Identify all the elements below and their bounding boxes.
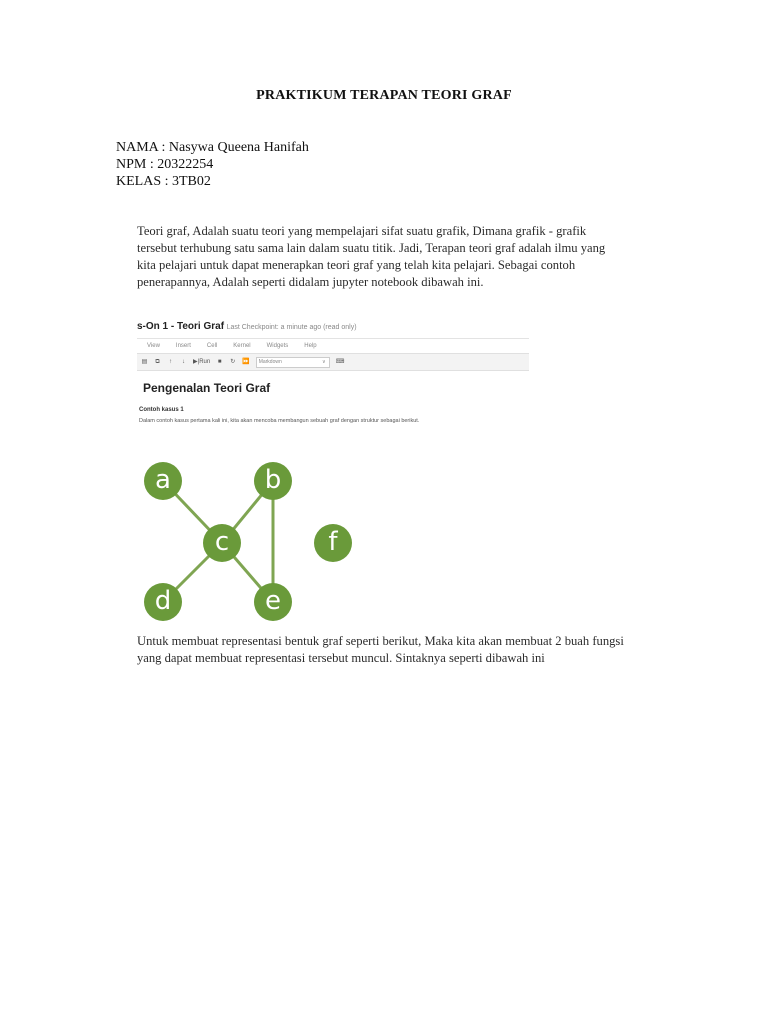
notebook-heading: Pengenalan Teori Graf <box>143 381 271 395</box>
notebook-checkpoint: Last Checkpoint: a minute ago (read only) <box>226 324 357 331</box>
move-up-icon: ↑ <box>169 359 172 365</box>
node-label-d: d <box>154 586 172 616</box>
notebook-menu <box>137 338 529 353</box>
node-label-b: b <box>264 465 282 495</box>
menu-insert: Insert <box>175 343 191 349</box>
node-label-a: a <box>155 465 171 495</box>
restart-icon: ↻ <box>230 359 236 365</box>
student-name: NAMA : Nasywa Queena Hanifah <box>116 140 309 155</box>
node-label-c: c <box>214 527 230 557</box>
move-down-icon: ↓ <box>182 359 185 365</box>
closing-paragraph: Untuk membuat representasi bentuk graf seperti berikut, Maka kita akan membuat 2 buah fungsi yang dapat membuat representasi tersebut muncul. Sintaknya seperti dibawah ini <box>137 634 624 665</box>
notebook-name: s-On 1 - Teori Graf <box>137 321 225 332</box>
save-icon: ▤ <box>141 359 148 365</box>
document-title: PRAKTIKUM TERAPAN TEORI GRAF <box>256 88 512 103</box>
student-npm: NPM : 20322254 <box>116 157 214 172</box>
run-button: ▶|Run <box>193 359 211 365</box>
cell-type-select: Markdown ∨ <box>256 357 330 368</box>
copy-icon: ⧉ <box>155 359 160 365</box>
notebook-toolbar <box>137 353 529 371</box>
notebook-subheading: Contoh kasus 1 <box>139 407 184 413</box>
student-info <box>116 139 309 190</box>
menu-help: Help <box>304 343 317 349</box>
menu-widgets: Widgets <box>266 343 289 349</box>
notebook-text: Dalam contoh kasus pertama kali ini, kita akan mencoba membangun sebuah graf dengan struktur sebagai berikut. <box>139 418 420 424</box>
notebook-screenshot <box>137 318 529 424</box>
fast-forward-icon: ⏩ <box>242 359 250 365</box>
student-class: KELAS : 3TB02 <box>116 174 211 189</box>
menu-view: View <box>147 343 160 349</box>
stop-icon: ■ <box>217 359 222 365</box>
intro-paragraph: Teori graf, Adalah suatu teori yang mempelajari sifat suatu grafik, Dimana grafik - grafik tersebut terhubung satu sama lain dalam suatu titik. Jadi, Terapan teori graf adalah ilmu yang kita pelajari untuk dapat menerapkan teori graf yang telah kita pelajari. Sebagai contoh penerapannya, Adalah seperti didalam jupyter notebook dibawah ini. <box>137 224 606 289</box>
run-label: Run <box>199 359 211 365</box>
keyboard-icon: ⌨ <box>335 359 345 365</box>
graph-figure <box>137 455 357 625</box>
notebook-title <box>137 318 529 334</box>
menu-kernel: Kernel <box>233 343 251 349</box>
node-label-f: f <box>328 527 338 557</box>
menu-cell: Cell <box>206 343 218 349</box>
node-label-e: e <box>265 586 281 616</box>
